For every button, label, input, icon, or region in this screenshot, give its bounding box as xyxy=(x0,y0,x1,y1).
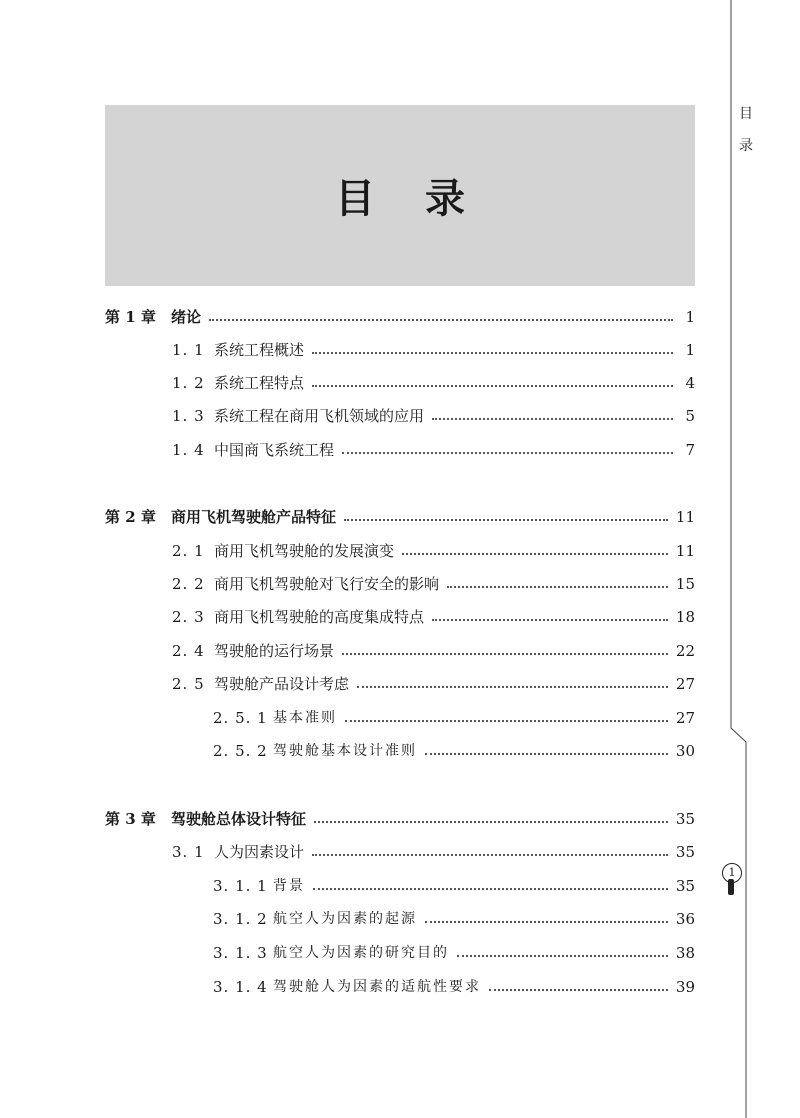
dot-leader xyxy=(402,539,668,555)
toc-label: 航空人为因素的起源 xyxy=(273,911,417,927)
toc-label: 驾驶舱基本设计准则 xyxy=(273,743,417,759)
page-title: 目录 xyxy=(335,175,515,222)
toc-number: 第 2 章 xyxy=(105,508,156,526)
toc-page-number: 35 xyxy=(675,810,695,828)
toc-entry-section xyxy=(105,634,695,668)
toc-entry-section xyxy=(105,333,695,367)
toc-page-number: 38 xyxy=(675,944,695,962)
toc-number: 第 1 章 xyxy=(105,308,156,326)
toc-entry-chapter xyxy=(105,300,695,334)
page-number-badge: 1 xyxy=(722,863,742,883)
toc-label: 驾驶舱产品设计考虑 xyxy=(214,675,350,693)
toc-entry-section xyxy=(105,600,695,634)
toc-number: 3. 1. 1 xyxy=(213,877,268,895)
toc-number: 3. 1. 3 xyxy=(213,944,268,962)
toc-entry-section xyxy=(105,534,695,568)
toc-number: 1. 4 xyxy=(172,441,205,459)
toc-page-number: 5 xyxy=(685,407,695,425)
toc-entry-chapter xyxy=(105,500,695,534)
toc-entry-section xyxy=(105,667,695,701)
toc-number: 3. 1 xyxy=(172,843,205,861)
dot-leader xyxy=(432,404,673,420)
toc-number: 1. 2 xyxy=(172,374,205,392)
dot-leader xyxy=(314,807,668,823)
toc-page-number: 27 xyxy=(675,709,695,727)
side-label-char-1: 目 xyxy=(739,106,753,122)
toc-label: 商用飞机驾驶舱的高度集成特点 xyxy=(214,608,425,626)
title-banner xyxy=(105,105,695,286)
toc-entry-section xyxy=(105,366,695,400)
dot-leader xyxy=(313,874,668,890)
toc-page-number: 1 xyxy=(685,341,695,359)
dot-leader xyxy=(312,338,673,354)
toc-label: 系统工程在商用飞机领域的应用 xyxy=(214,407,425,425)
toc-page-number: 27 xyxy=(675,675,695,693)
dot-leader xyxy=(425,907,668,923)
dot-leader xyxy=(312,371,673,387)
toc-number: 3. 1. 2 xyxy=(213,910,268,928)
toc-entry-subsection xyxy=(105,902,695,936)
toc-number: 1. 3 xyxy=(172,407,205,425)
toc-label: 系统工程特点 xyxy=(214,374,305,392)
toc-entry-section xyxy=(105,399,695,433)
toc-label: 驾驶舱的运行场景 xyxy=(214,642,335,660)
toc-entry-subsection xyxy=(105,936,695,970)
toc-number: 2. 1 xyxy=(172,542,205,560)
toc-number: 1. 1 xyxy=(172,341,205,359)
toc-page-number: 1 xyxy=(685,308,695,326)
toc-entry-section xyxy=(105,567,695,601)
toc-number: 第 3 章 xyxy=(105,810,156,828)
toc-entry-subsection xyxy=(105,869,695,903)
toc-label: 绪论 xyxy=(171,308,202,326)
dot-leader xyxy=(447,572,668,588)
toc-number: 2. 2 xyxy=(172,575,205,593)
dot-leader xyxy=(209,305,673,321)
toc-page-number: 35 xyxy=(675,877,695,895)
toc-page-number: 36 xyxy=(675,910,695,928)
toc-page-number: 18 xyxy=(675,608,695,626)
dot-leader xyxy=(342,438,673,454)
toc-number: 3. 1. 4 xyxy=(213,978,268,996)
dot-leader xyxy=(312,840,668,856)
page-badge-tab xyxy=(728,879,734,895)
dot-leader xyxy=(457,941,668,957)
toc-entry-subsection xyxy=(105,701,695,735)
toc-entry-section xyxy=(105,835,695,869)
toc-number: 2. 3 xyxy=(172,608,205,626)
toc-label: 背景 xyxy=(273,878,305,894)
toc-number: 2. 5 xyxy=(172,675,205,693)
toc-page-number: 11 xyxy=(675,542,695,560)
toc-entry-subsection xyxy=(105,734,695,768)
toc-entry-chapter xyxy=(105,802,695,836)
toc-page-number: 15 xyxy=(675,575,695,593)
toc-number: 2. 5. 2 xyxy=(213,742,268,760)
toc-page-number: 11 xyxy=(675,508,695,526)
toc-page-number: 35 xyxy=(675,843,695,861)
toc-label: 驾驶舱总体设计特征 xyxy=(171,810,307,828)
dot-leader xyxy=(345,706,668,722)
toc-label: 航空人为因素的研究目的 xyxy=(273,945,449,961)
toc-page-number: 39 xyxy=(675,978,695,996)
toc-label: 商用飞机驾驶舱产品特征 xyxy=(171,508,337,526)
toc-page-number: 4 xyxy=(685,374,695,392)
side-label-char-2: 录 xyxy=(739,138,753,154)
toc-entry-subsection xyxy=(105,970,695,1004)
dot-leader xyxy=(425,739,668,755)
dot-leader xyxy=(357,672,668,688)
toc-label: 中国商飞系统工程 xyxy=(214,441,335,459)
toc-page-number: 30 xyxy=(675,742,695,760)
toc-label: 商用飞机驾驶舱对飞行安全的影响 xyxy=(214,575,440,593)
dot-leader xyxy=(432,605,668,621)
dot-leader xyxy=(489,975,668,991)
toc-label: 系统工程概述 xyxy=(214,341,305,359)
toc-label: 商用飞机驾驶舱的发展演变 xyxy=(214,542,395,560)
toc-entry-section xyxy=(105,433,695,467)
dot-leader xyxy=(344,505,668,521)
toc-page-number: 7 xyxy=(685,441,695,459)
toc-number: 2. 4 xyxy=(172,642,205,660)
toc-label: 驾驶舱人为因素的适航性要求 xyxy=(273,979,481,995)
dot-leader xyxy=(342,639,668,655)
toc-page-number: 22 xyxy=(675,642,695,660)
toc-number: 2. 5. 1 xyxy=(213,709,268,727)
toc-label: 基本准则 xyxy=(273,710,337,726)
toc-label: 人为因素设计 xyxy=(214,843,305,861)
